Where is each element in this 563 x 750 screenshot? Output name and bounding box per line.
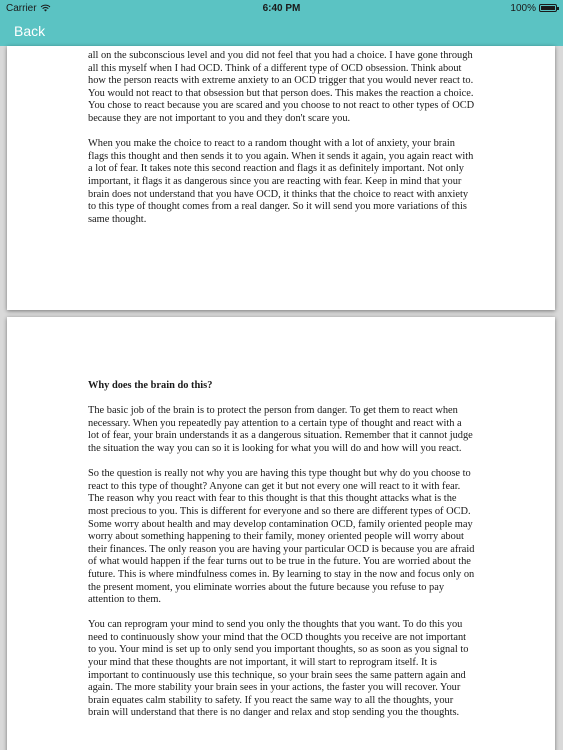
back-button[interactable]: Back [0,16,45,46]
battery-percent: 100% [510,2,536,14]
battery-icon [539,4,557,12]
paragraph: The basic job of the brain is to protect the person from danger. To get them to react when necessary. When you repeatedly pay attention to a certain type of thought and react with a lot of fear, your brain understands it as a dangerous situation. Remember that it cannot judge the situation the way you can so it is looking for what you will do and how will you react. [88,405,473,454]
document-page-1 [7,46,555,310]
status-left [6,3,51,14]
navigation-bar [0,16,563,46]
page-2-body [88,380,475,733]
paragraph: all on the subconscious level and you did not feel that you had a choice. I have gone through all this myself when I had OCD. Think of a different type of OCD obsession. Think about how the person reacts with extreme anxiety to an OCD trigger that you would never react to. You would not react to that obsession but that person does. This makes the reaction a choice. You chose to react because you are scared and you choose to not react to other types of OCD because they are not important to you and they don't scare you. [88,50,475,124]
status-bar [0,0,563,16]
paragraph: When you make the choice to react to a random thought with a lot of anxiety, your brain flags this thought and then sends it to you again. When it sends it again, you again react with a lot of fear. It takes note this second reaction and flags it as definitely important. Not only important, it flags it as dangerous since you are reacting with fear. Keep in mind that your brain does not understand that you have OCD, it thinks that the choice to react with anxiety to this type of thought comes from a real danger. So it will send you more variations of this same thought. [88,138,474,225]
paragraph: You can reprogram your mind to send you only the thoughts that you want. To do this you need to continuously show your mind that the OCD thoughts you receive are not important to you. Your mind is set up to only send you important thoughts, so as soon as you signal to your mind that these thoughts are not important, it will start to reprogram itself. It is important to continuously use this technique, so your brain sees the same pattern again and again. The more stability your brain sees in your actions, the faster you will recover. Your brain equates calm stability to safety. If you react the same way to all the thoughts, your brain will understand that there is no danger and relax and stop sending you the thoughts. [88,619,469,719]
status-time: 6:40 PM [262,2,301,14]
section-heading: Why does the brain do this? [88,380,213,391]
page-1-body [88,50,475,239]
paragraph: So the question is really not why you are having this type thought but why do you choose to react to this type of thought? Anyone can get it but not every one will react to it with fear. The reason why you react with fear to this thought is that this thought attacks what is the most precious to you. This is different for everyone and so there are different types of OCD. Some worry about health and may develop contamination OCD, family oriented people may worry about something happening to their family, money oriented people will worry about their finances. The only reason you are having your particular OCD is because you are afraid of what would happen if the fear turns out to be true in the future. You are worried about the future. This is where mindfulness comes in. By learning to stay in the now and focus only on the present moment, you eliminate worries about the future because you refuse to pay attention to them. [88,468,475,606]
document-page-2 [7,317,555,750]
status-right [510,3,557,14]
wifi-icon [40,4,51,12]
carrier-label: Carrier [6,2,37,14]
